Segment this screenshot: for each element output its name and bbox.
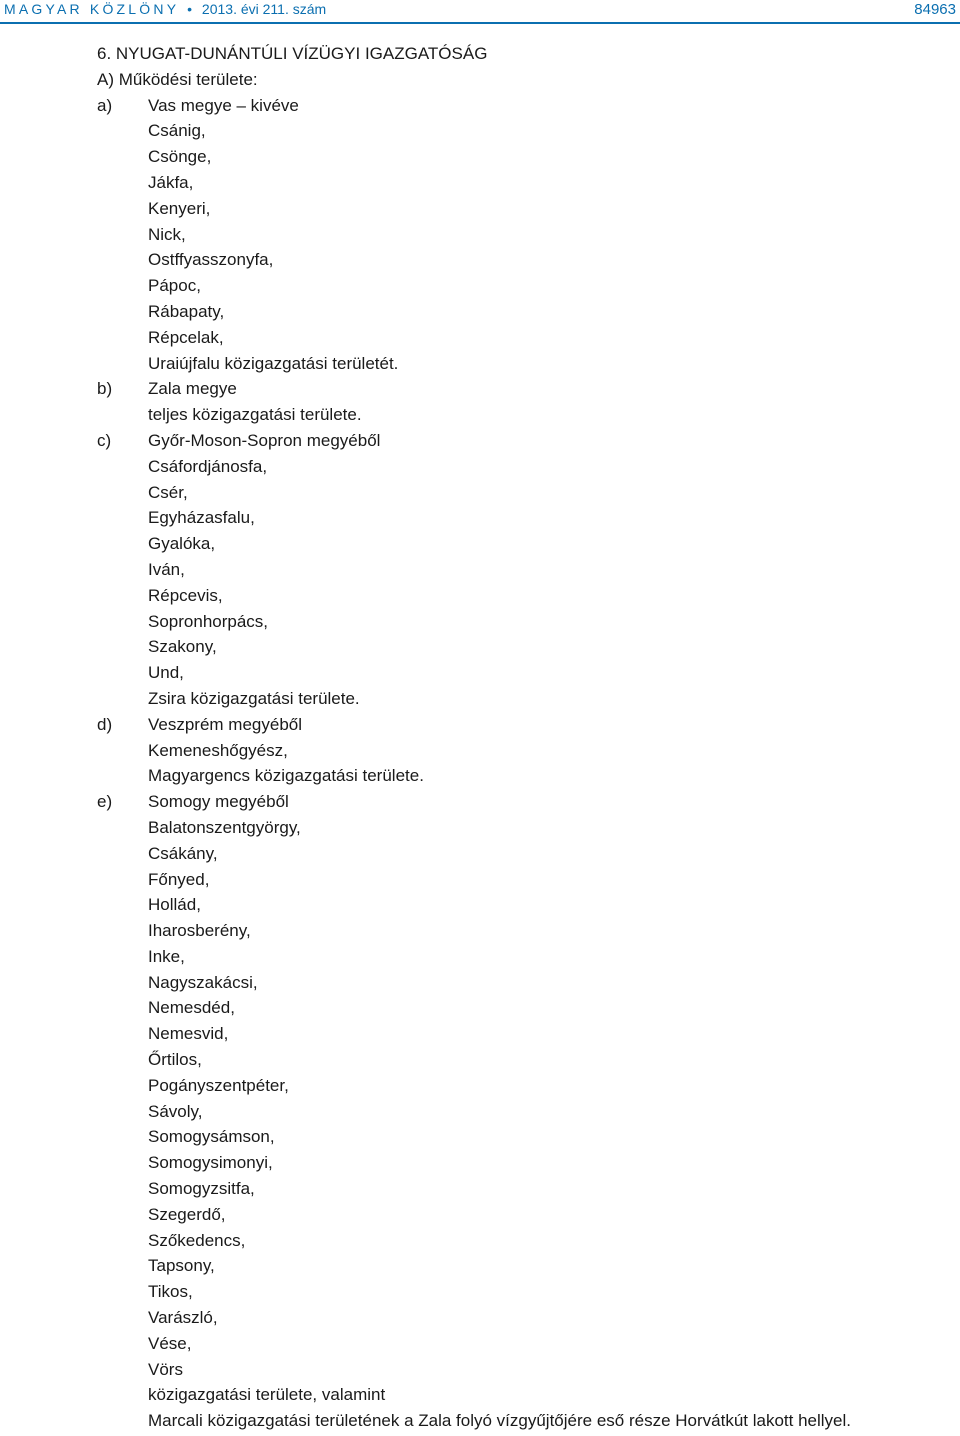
list-item-text: Nagyszakácsi, bbox=[148, 972, 258, 992]
list-item-text: Somogyzsitfa, bbox=[148, 1179, 255, 1199]
list-item-text: Iharosberény, bbox=[148, 921, 251, 941]
list-item bbox=[0, 1281, 960, 1307]
list-item bbox=[0, 1023, 960, 1049]
list-marker: e) bbox=[97, 792, 113, 812]
list-item-text: közigazgatási területe, valamint bbox=[148, 1385, 386, 1405]
list-item bbox=[0, 1075, 960, 1101]
list-item bbox=[0, 585, 960, 611]
list-item bbox=[0, 1255, 960, 1281]
list-item bbox=[0, 869, 960, 895]
list-item-text: Nemesvid, bbox=[148, 1024, 229, 1044]
list-marker: d) bbox=[97, 714, 113, 734]
journal-name: MAGYAR KÖZLÖNY bbox=[4, 1, 180, 17]
list-item-text: Egyházasfalu, bbox=[148, 508, 255, 528]
list-item bbox=[0, 920, 960, 946]
list-item bbox=[0, 843, 960, 869]
list-item-text: Pápoc, bbox=[148, 276, 201, 296]
section-intro: A) Működési területe: bbox=[97, 69, 258, 89]
list-item bbox=[0, 1410, 960, 1436]
list-item-text: Csáfordjánosfa, bbox=[148, 456, 268, 476]
list-item bbox=[0, 1359, 960, 1385]
list-item-text: Csánig, bbox=[148, 121, 206, 141]
list-item-text: Inke, bbox=[148, 946, 185, 966]
territory-list bbox=[0, 95, 960, 1436]
list-item-text: Csákány, bbox=[148, 843, 218, 863]
list-item-text: Kemeneshőgyész, bbox=[148, 740, 288, 760]
list-item bbox=[0, 198, 960, 224]
list-item bbox=[0, 714, 960, 740]
document-body bbox=[0, 43, 960, 1436]
list-item-text: Nick, bbox=[148, 224, 186, 244]
list-item bbox=[0, 997, 960, 1023]
list-item-text: Magyargencs közigazgatási területe. bbox=[148, 766, 424, 786]
list-item-text: Und, bbox=[148, 663, 184, 683]
list-item bbox=[0, 327, 960, 353]
list-item-text: Gyalóka, bbox=[148, 534, 216, 554]
list-item bbox=[0, 301, 960, 327]
list-item-text: Pogányszentpéter, bbox=[148, 1075, 289, 1095]
list-item bbox=[0, 249, 960, 275]
list-item-text: Hollád, bbox=[148, 895, 201, 915]
list-marker: c) bbox=[97, 430, 112, 450]
list-item bbox=[0, 224, 960, 250]
list-item-text: Szőkedencs, bbox=[148, 1230, 246, 1250]
list-item-text: Vas megye – kivéve bbox=[148, 95, 299, 115]
list-item bbox=[0, 662, 960, 688]
list-item bbox=[0, 353, 960, 379]
list-item bbox=[0, 1152, 960, 1178]
list-item bbox=[0, 765, 960, 791]
list-item bbox=[0, 430, 960, 456]
list-item-text: Őrtilos, bbox=[148, 1050, 202, 1070]
list-item-text: Zala megye bbox=[148, 379, 237, 399]
list-item-text: Marcali közigazgatási területének a Zala folyó vízgyűjtőjére eső része Horvátkút lakott hellyel. bbox=[148, 1411, 852, 1431]
list-item bbox=[0, 275, 960, 301]
page-header bbox=[0, 0, 960, 24]
list-item-text: Somogy megyéből bbox=[148, 792, 289, 812]
list-item bbox=[0, 1230, 960, 1256]
list-item bbox=[0, 817, 960, 843]
header-bullet: • bbox=[187, 1, 193, 17]
list-item-text: Somogysimonyi, bbox=[148, 1153, 273, 1173]
list-item-text: Veszprém megyéből bbox=[148, 714, 303, 734]
list-item-text: Sávoly, bbox=[148, 1101, 203, 1121]
list-item bbox=[0, 533, 960, 559]
header-left bbox=[4, 1, 326, 17]
list-item bbox=[0, 146, 960, 172]
list-item bbox=[0, 740, 960, 766]
list-item-text: Vése, bbox=[148, 1333, 192, 1353]
list-item-text: Balatonszentgyörgy, bbox=[148, 817, 301, 837]
list-item-text: teljes közigazgatási területe. bbox=[148, 405, 362, 425]
list-item-text: Nemesdéd, bbox=[148, 998, 235, 1018]
list-item bbox=[0, 946, 960, 972]
list-item bbox=[0, 1384, 960, 1410]
list-item bbox=[0, 972, 960, 998]
list-item bbox=[0, 636, 960, 662]
list-item-text: Csönge, bbox=[148, 147, 212, 167]
list-item-text: Főnyed, bbox=[148, 869, 210, 889]
list-item bbox=[0, 1333, 960, 1359]
list-item-text: Vörs bbox=[148, 1359, 183, 1379]
list-item-text: Varászló, bbox=[148, 1308, 218, 1328]
list-item bbox=[0, 894, 960, 920]
list-item bbox=[0, 378, 960, 404]
list-item bbox=[0, 559, 960, 585]
list-marker: b) bbox=[97, 379, 113, 399]
list-item bbox=[0, 456, 960, 482]
list-item-text: Szakony, bbox=[148, 637, 217, 657]
list-item-text: Jákfa, bbox=[148, 172, 194, 192]
page-number: 84963 bbox=[914, 1, 956, 18]
list-item-text: Tapsony, bbox=[148, 1256, 215, 1276]
list-item bbox=[0, 1049, 960, 1075]
issue-label: 2013. évi 211. szám bbox=[201, 1, 327, 17]
list-item bbox=[0, 1101, 960, 1127]
list-item-text: Répcelak, bbox=[148, 327, 224, 347]
list-item-text: Somogysámson, bbox=[148, 1127, 275, 1147]
list-item bbox=[0, 791, 960, 817]
list-item bbox=[0, 1307, 960, 1333]
list-item-text: Sopronhorpács, bbox=[148, 611, 269, 631]
list-item bbox=[0, 1178, 960, 1204]
list-item-text: Győr-Moson-Sopron megyéből bbox=[148, 430, 381, 450]
list-item-text: Tikos, bbox=[148, 1282, 193, 1302]
list-item-text: Uraiújfalu közigazgatási területét. bbox=[148, 353, 399, 373]
list-item-text: Iván, bbox=[148, 559, 185, 579]
list-item-text: Ostffyasszonyfa, bbox=[148, 250, 274, 270]
list-item-text: Csér, bbox=[148, 482, 188, 502]
list-item bbox=[0, 1126, 960, 1152]
list-item-text: Rábapaty, bbox=[148, 301, 225, 321]
list-item bbox=[0, 404, 960, 430]
list-item bbox=[0, 1204, 960, 1230]
list-item bbox=[0, 95, 960, 121]
list-item bbox=[0, 507, 960, 533]
list-item-text: Szegerdő, bbox=[148, 1204, 226, 1224]
header-divider bbox=[0, 22, 960, 24]
section-title: 6. NYUGAT-DUNÁNTÚLI VÍZÜGYI IGAZGATÓSÁG bbox=[97, 44, 488, 63]
list-item bbox=[0, 172, 960, 198]
list-item-text: Kenyeri, bbox=[148, 198, 211, 218]
list-item-text: Zsira közigazgatási területe. bbox=[148, 688, 360, 708]
list-item bbox=[0, 482, 960, 508]
list-marker: a) bbox=[97, 95, 113, 115]
list-item bbox=[0, 688, 960, 714]
list-item bbox=[0, 120, 960, 146]
list-item-text: Répcevis, bbox=[148, 585, 223, 605]
list-item bbox=[0, 611, 960, 637]
